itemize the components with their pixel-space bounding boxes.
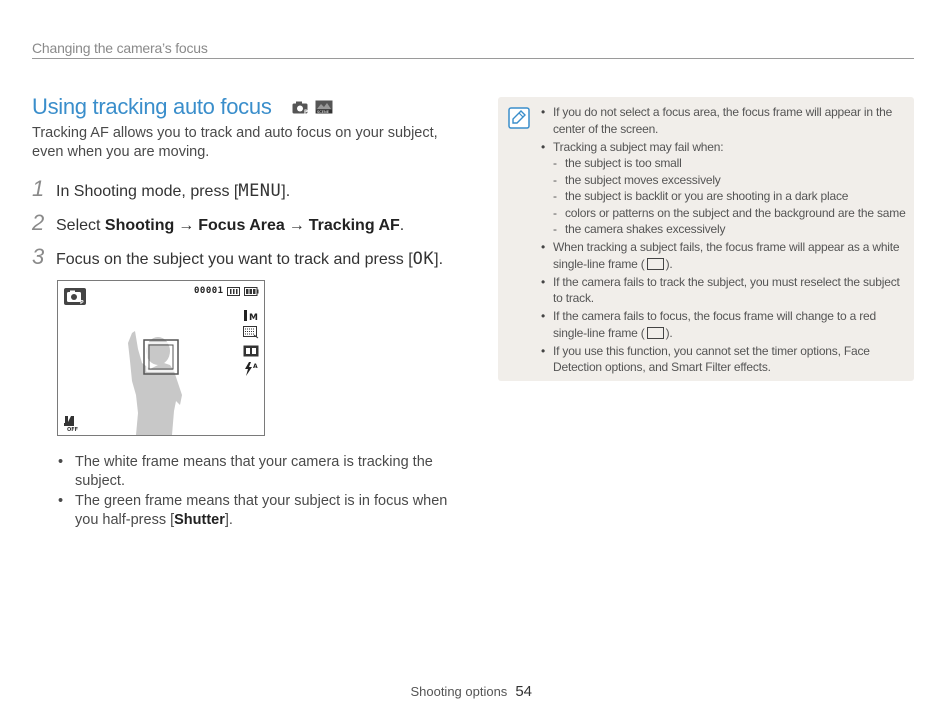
menu-key: MENU [238,181,282,201]
sub-item: - the camera shakes excessively [553,221,908,238]
sub-item: - colors or patterns on the subject and the background are the same [553,205,908,222]
quality-icon [243,326,259,339]
list-item: • If the camera fails to track the subject, you must reselect the subject to track. [538,274,908,307]
list-item: • The white frame means that your camera is tracking the subject. [56,453,456,491]
title-row [32,94,333,120]
white-frame-icon [647,258,664,270]
step-number: 1 [32,176,45,201]
note-box [498,97,914,381]
camera-program-icon [292,101,310,114]
step-number: 2 [32,210,45,235]
intro-text: Tracking AF allows you to track and auto focus on your subject, even when you are moving. [32,125,438,160]
svg-text:SCENE: SCENE [316,110,329,114]
flash-auto-icon [244,362,259,376]
svg-text:A: A [253,363,258,370]
memory-card-icon [227,287,240,296]
result-bullets [56,453,456,531]
frame-counter: 00001 [194,286,224,296]
image-size-icon [244,310,258,321]
red-frame-icon [647,327,664,339]
list-item: • If you use this function, you cannot set the timer options, Face Detection options, and Smart Filter effects. [538,343,908,376]
step-3 [32,244,443,270]
sub-item: - the subject moves excessively [553,172,908,189]
list-item: • The green frame means that your subject is in focus when you half-press [Shutter]. [56,492,456,530]
note-icon [508,107,530,129]
svg-text:P: P [80,300,84,305]
sub-item: - the subject is backlit or you are shooting in a dark place [553,188,908,205]
sub-list [553,155,908,238]
camera-program-icon [64,288,86,305]
step-2 [32,210,404,236]
battery-icon [244,287,259,296]
step-text: Select Shooting → Focus Area → Tracking AF. [56,217,405,234]
step-text: Focus on the subject you want to track and press [OK]. [56,249,444,269]
tracking-frame [143,339,179,375]
ois-off-icon [62,414,80,432]
page-title: Using tracking auto focus [32,94,272,119]
page-footer [410,683,532,700]
svg-text:OFF: OFF [67,427,79,432]
page-number: 54 [515,683,532,700]
mode-icons [292,100,333,114]
ok-key: OK [412,249,435,269]
svg-text:P: P [303,109,308,114]
list-item: • Tracking a subject may fail when: - the subject is too small - the subject moves excessively - the subject is backlit or you are shooting in a dark place - colors or patterns on the subject and the background are the same - the camera shakes excessively [538,139,908,238]
svg-text:M: M [249,313,258,321]
scene-mode-icon [315,100,333,114]
list-item: • When tracking a subject fails, the focus frame will appear as a white single-line frame ( ). [538,239,908,272]
step-1 [32,176,290,202]
step-number: 3 [32,244,45,269]
section-header: Changing the camera’s focus [32,40,914,59]
list-item: • If the camera fails to focus, the focus frame will change to a red single-line frame ( ). [538,308,908,341]
list-item: • If you do not select a focus area, the focus frame will appear in the center of the screen. [538,104,908,137]
camera-screen-illustration [57,280,265,436]
note-list [538,104,908,377]
sub-item: - the subject is too small [553,155,908,172]
step-text: In Shooting mode, press [MENU]. [56,181,291,201]
footer-section: Shooting options [410,684,508,699]
metering-icon [243,345,259,357]
